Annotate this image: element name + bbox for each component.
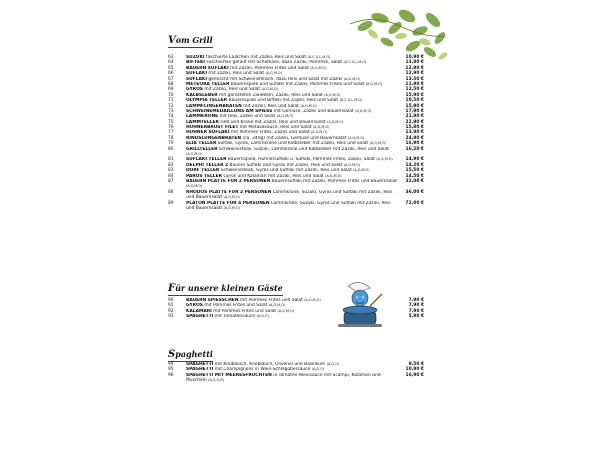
item-details: mit Tomatensauce bbox=[214, 314, 256, 320]
item-price: 14,90 € bbox=[405, 157, 424, 163]
item-details: gemischt mit Schweinsfleisch, dazu Reis und Salat mit Zaziki bbox=[208, 76, 343, 82]
item-details: mit Gemüse, Zaziki und Bauernsalat bbox=[273, 108, 354, 114]
item-price: 14,50 € bbox=[405, 173, 424, 179]
item-allergen-codes: (A,G,M,O) bbox=[223, 195, 240, 200]
item-details: Lammkrone, Suzuki, Gyros und Suflaki mit Zaziki, Reis und Bauernsalat bbox=[186, 189, 393, 201]
item-allergen-codes: (A,G,M,O) bbox=[304, 298, 321, 302]
item-number: 84 bbox=[168, 173, 174, 179]
grill-section bbox=[168, 28, 438, 48]
item-price: 10,50 € bbox=[405, 98, 424, 104]
item-allergen-codes: (A,G,M,O) bbox=[223, 206, 240, 210]
item-number: 70 bbox=[168, 92, 174, 98]
item-allergen-codes: (A,G,M,O) bbox=[365, 81, 383, 86]
item-name: SUFLAKI bbox=[186, 76, 207, 82]
item-name: HÜHNER SUFLAKI bbox=[186, 130, 230, 136]
item-price: 7,90 € bbox=[408, 298, 424, 303]
item-details: Bauern Suflaki und Gyros mit Zaziki, Reis und Salat bbox=[229, 162, 343, 168]
item-description bbox=[186, 373, 398, 384]
item-number: 87 bbox=[168, 179, 174, 184]
item-price: 12,50 € bbox=[405, 87, 424, 93]
item-price: 22,90 € bbox=[405, 119, 424, 125]
item-description bbox=[186, 201, 398, 212]
item-details: Bauernspieß, Hühnersuflaki u. Suflaki, Pommes Frites, Zaziki, Salat bbox=[227, 157, 375, 163]
item-number: 81 bbox=[168, 157, 174, 163]
item-price: 13,50 € bbox=[405, 76, 424, 82]
item-price: 12,90 € bbox=[405, 71, 424, 77]
item-price: 11,90 € bbox=[405, 81, 424, 87]
item-number: 95 bbox=[168, 367, 174, 373]
item-price: 16,20 € bbox=[405, 146, 424, 152]
item-description bbox=[186, 190, 398, 201]
item-name: DORF TELLER bbox=[186, 168, 220, 174]
spaghetti-list bbox=[168, 362, 438, 384]
item-name: SUZUKI bbox=[186, 55, 205, 60]
item-details: mit Pommes Frites, Zaziki und Salat bbox=[230, 130, 310, 136]
item-allergen-codes: (A,G,M,O) bbox=[369, 141, 386, 146]
item-allergen-codes: (A,G,O) bbox=[256, 314, 269, 319]
item-number: 63 bbox=[168, 55, 174, 60]
item-allergen-codes: (A,G,O,R) bbox=[208, 378, 225, 383]
item-price: 10,90 € bbox=[405, 367, 424, 373]
item-price: 15,50 € bbox=[405, 168, 424, 174]
item-name: LAMMFLINGENBRATEN bbox=[186, 103, 242, 109]
item-name: GYROS bbox=[186, 303, 203, 309]
item-allergen-codes: (A,G,M,O) bbox=[347, 135, 365, 140]
item-name: OLYMPIA TELLER bbox=[186, 98, 228, 104]
item-details: mit gerösteten Zwiebeln, Zaziki, Reis und Salat bbox=[219, 92, 323, 98]
item-price: 16,90 € bbox=[405, 372, 424, 378]
menu-item bbox=[168, 147, 438, 158]
item-name: BAUERN PLATTE FÜR 2 PERSONEN bbox=[186, 179, 271, 184]
item-number: 96 bbox=[168, 372, 174, 378]
item-details: Bauernspieß und Bifteki mit Zaziki, Reis und Salat bbox=[228, 98, 339, 104]
item-allergen-codes: (A,G,M,O) bbox=[355, 108, 372, 113]
smurf-cook-illustration-icon bbox=[330, 280, 390, 332]
menu-item bbox=[168, 179, 438, 190]
item-price: 7,90 € bbox=[408, 308, 424, 314]
item-name: BAUERN SUFLAKI bbox=[186, 65, 229, 71]
item-price: 9,50 € bbox=[408, 362, 424, 367]
item-name: METEORA TELLER bbox=[186, 81, 230, 87]
item-name: RHODOS PLATTE FÜR 2 PERSONEN bbox=[186, 189, 272, 195]
item-details: (ca. 240g) mit Zaziki, Gemüse und Bauernsalat bbox=[242, 135, 347, 141]
item-allergen-codes: (A,C,G,L,M,O) bbox=[307, 55, 331, 59]
item-details: Faschiertes gefüllt mit Schafkäse, dazu Zaziki, Pommes, Salat bbox=[206, 60, 343, 66]
item-number: 83 bbox=[168, 168, 174, 174]
item-number: 67 bbox=[168, 76, 174, 82]
item-price: 72,00 € bbox=[405, 200, 424, 206]
item-details: mit Zaziki, Reis und Salat bbox=[243, 103, 299, 109]
item-details: Suflaki, Gyros, Lammkrone und Kalbsleber mit Zaziki, Reis und Salat bbox=[217, 141, 369, 147]
item-name: BAUERN SPIESSCHEN bbox=[186, 298, 239, 303]
item-price: 32,00 € bbox=[405, 179, 424, 184]
item-price: 13,80 € bbox=[405, 60, 424, 66]
menu-item bbox=[168, 190, 438, 201]
menu-item bbox=[168, 373, 438, 384]
item-price: 15,90 € bbox=[405, 103, 424, 109]
item-allergen-codes: (A,G,M,O) bbox=[312, 125, 330, 130]
item-price: 15,80 € bbox=[405, 125, 424, 131]
item-allergen-codes: (A,G,M,O) bbox=[186, 184, 203, 189]
item-details: in Tomaten-Weinsauce mit Scampi, Kalamari und Muscheln bbox=[186, 372, 381, 384]
kids-section bbox=[168, 276, 438, 296]
item-allergen-codes: (A,G,M,O) bbox=[343, 76, 361, 81]
item-name: SPAGHETTI MIT MEERESFRÜCHTEN bbox=[186, 372, 272, 378]
item-name: KALAMARI bbox=[186, 308, 212, 314]
item-number: 71 bbox=[168, 98, 174, 104]
item-name: SPAGHETTI bbox=[186, 367, 214, 373]
item-details: mit Zaziki, Reis und Salat bbox=[204, 87, 261, 93]
item-number: 94 bbox=[168, 362, 174, 367]
item-details: mit Knoblauch, Knoblauch, Olivenöl und Basilikum bbox=[214, 362, 326, 367]
item-details: faschierte Laibchen mit Zaziki, Reis und Salat bbox=[205, 55, 307, 60]
item-details: Bauernspieß und Suflaki mit Zaziki, Pommes Frites und Salat bbox=[230, 81, 365, 87]
item-allergen-codes: (A,G,M,O) bbox=[376, 157, 393, 162]
item-name: GYROS bbox=[186, 87, 203, 93]
item-allergen-codes: (A,G,M,O) bbox=[325, 173, 342, 178]
item-allergen-codes: (A,G,M,O) bbox=[343, 162, 361, 167]
item-allergen-codes: (A,G,M,O) bbox=[186, 152, 203, 157]
item-number: 78 bbox=[168, 135, 174, 141]
item-number: 89 bbox=[168, 200, 174, 206]
item-details: Bauernsuflaki mit Zaziki, Pommes Frites und Bauernsalat bbox=[271, 179, 398, 184]
kids-section-title: Für unsere kleinen Gäste bbox=[168, 283, 283, 294]
item-number: 91 bbox=[168, 303, 174, 309]
item-number: 82 bbox=[168, 162, 174, 168]
item-name: SCHWEINEMEDAILLONS AM SPIESS bbox=[186, 108, 273, 114]
item-allergen-codes: (A,C,G,L,M,O) bbox=[343, 60, 367, 65]
item-details: mit Metaxasauce, Reis und Salat bbox=[239, 125, 312, 131]
item-name: SUFLAKI bbox=[186, 71, 207, 77]
menu-item bbox=[168, 201, 438, 212]
item-allergen-codes: (A,G,M,O) bbox=[310, 130, 328, 135]
item-number: 90 bbox=[168, 298, 174, 303]
item-details: mit Pommes Frites und Salat bbox=[213, 308, 277, 314]
item-name: DELPHI TELLER 2 bbox=[186, 162, 229, 168]
item-price: 36,00 € bbox=[405, 189, 424, 195]
item-allergen-codes: (A,G,M,O) bbox=[327, 119, 344, 124]
menu-item bbox=[168, 314, 438, 319]
item-number: 66 bbox=[168, 71, 174, 77]
item-price: 16,90 € bbox=[405, 141, 424, 147]
item-allergen-codes: (A,G,O) bbox=[311, 367, 325, 372]
item-details: mit Zaziki, Pommes Frites und Salat bbox=[230, 65, 309, 71]
item-price: 5,90 € bbox=[408, 314, 424, 320]
item-allergen-codes: (A,G,M,O) bbox=[268, 303, 286, 308]
item-price: 10,90 € bbox=[405, 55, 424, 60]
item-details: mit Pommes Frites und Salat bbox=[204, 303, 268, 309]
item-number: 93 bbox=[168, 314, 174, 320]
item-price: 17,90 € bbox=[405, 108, 424, 114]
item-allergen-codes: (A,G,M,O) bbox=[265, 71, 282, 76]
item-number: 75 bbox=[168, 119, 174, 125]
item-price: 15,90 € bbox=[405, 92, 424, 98]
item-price: 7,90 € bbox=[408, 303, 424, 309]
kids-list bbox=[168, 298, 438, 320]
item-allergen-codes: (A,G,M,O) bbox=[277, 308, 294, 313]
item-number: 88 bbox=[168, 189, 174, 195]
item-allergen-codes: (A,G,M,O) bbox=[300, 103, 317, 108]
item-name: HÜHNERBRUST FILET bbox=[186, 125, 239, 131]
item-name: ELIA TELLER bbox=[186, 141, 217, 147]
item-name: LAMMKRONE bbox=[186, 114, 219, 120]
item-name: SPAGHETTI bbox=[186, 362, 214, 367]
item-details: Schweinssteak, Suzuki, Lammkrone und Kalbsleber mit Zaziki, Reis und Salat bbox=[218, 146, 389, 152]
item-details: mit Reis, Zaziki und Salat bbox=[219, 114, 276, 120]
item-allergen-codes: (A,G,M,O) bbox=[261, 87, 278, 92]
item-number: 65 bbox=[168, 65, 174, 71]
item-allergen-codes: (A,G,M,O) bbox=[276, 114, 294, 119]
item-price: 24,90 € bbox=[405, 135, 424, 141]
item-details: Schweinssteak, Gyros und Suflaki mit Zaziki, Reis und Salat bbox=[220, 168, 352, 174]
item-details: mit Pommes Frites und Salat bbox=[239, 298, 303, 303]
item-name: GRILLTELLER bbox=[186, 146, 218, 152]
item-details: Filet und Krone mit Zaziki, Reis und Bauernsalat bbox=[220, 119, 326, 125]
item-price: 12,90 € bbox=[405, 65, 424, 71]
item-number: 73 bbox=[168, 108, 174, 114]
item-price: 13,90 € bbox=[405, 130, 424, 136]
item-details: Gyros und Kalamari mit Zaziki, Reis und Salat bbox=[223, 173, 324, 179]
item-allergen-codes: (A,G,M,O) bbox=[324, 92, 341, 97]
item-allergen-codes: (A,G,M,O) bbox=[353, 168, 370, 173]
item-details: mit Champignons in Wein-Schlagobersauce bbox=[214, 367, 311, 373]
item-allergen-codes: (A,C,G,L,M,O) bbox=[339, 98, 363, 103]
item-number: 68 bbox=[168, 81, 174, 87]
item-number: 64 bbox=[168, 60, 174, 66]
item-name: SPAGHETTI bbox=[186, 314, 214, 320]
item-details: Lammkrone, Suzuki, Gyros und Suflaki mit Zaziki, Reis und Bauernsalat bbox=[186, 200, 391, 211]
item-name: BIFTEKI bbox=[186, 60, 206, 66]
item-name: KALBSLEBER bbox=[186, 92, 218, 98]
item-number: 69 bbox=[168, 87, 174, 93]
item-number: 79 bbox=[168, 141, 174, 147]
item-name: PAROS TELLER bbox=[186, 173, 222, 179]
item-details: mit Zaziki, Reis und Salat bbox=[208, 71, 265, 77]
item-name: PLATON PLATTE FÜR 4 PERSONEN bbox=[186, 200, 270, 206]
item-price: 14,20 € bbox=[405, 162, 424, 168]
item-allergen-codes: (A,G,O) bbox=[326, 362, 340, 366]
item-number: 76 bbox=[168, 125, 174, 131]
item-description bbox=[186, 147, 398, 158]
item-number: 74 bbox=[168, 114, 174, 120]
item-allergen-codes: (A,G,M,O) bbox=[310, 65, 327, 70]
item-number: 92 bbox=[168, 308, 174, 314]
item-name: LAMMTELLER bbox=[186, 119, 219, 125]
spaghetti-section-title: Spaghetti bbox=[168, 349, 213, 360]
item-description bbox=[186, 179, 398, 190]
item-name: SUFLAKI TELLER bbox=[186, 157, 227, 163]
item-number: 72 bbox=[168, 103, 174, 109]
item-price: 21,90 € bbox=[405, 114, 424, 120]
spaghetti-section bbox=[168, 342, 438, 362]
grill-list bbox=[168, 55, 438, 211]
grill-section-title: Vom Grill bbox=[168, 35, 213, 46]
item-number: 80 bbox=[168, 146, 174, 152]
item-name: RINDSLUNGENBRATEN bbox=[186, 135, 242, 141]
item-number: 77 bbox=[168, 130, 174, 136]
